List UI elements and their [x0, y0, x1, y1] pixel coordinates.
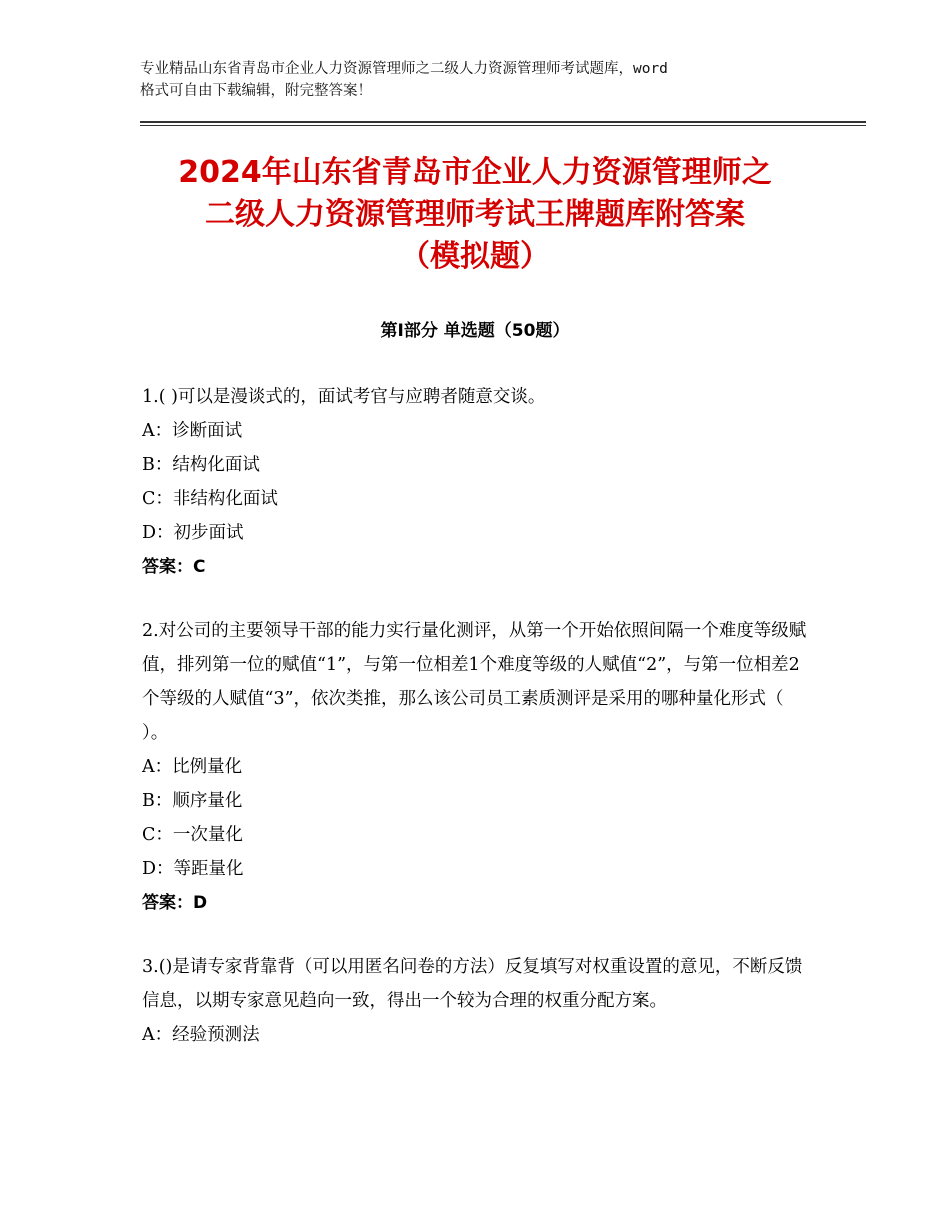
question-stem: 3.()是请专家背靠背（可以用匿名问卷的方法）反复填写对权重设置的意见，不断反馈信息，以期专家意见趋向一致，得出一个较为合理的权重分配方案。	[142, 957, 803, 1011]
question-stem: 1.( )可以是漫谈式的，面试考官与应聘者随意交谈。	[142, 387, 546, 407]
option-a: A：诊断面试	[142, 421, 243, 441]
option-a: A：经验预测法	[142, 1025, 260, 1045]
question-list	[142, 380, 807, 1082]
option-c: C：非结构化面试	[142, 489, 278, 509]
answer-line: 答案：D	[142, 893, 208, 913]
option-d: D：等距量化	[142, 859, 244, 879]
question-2	[142, 614, 807, 920]
header-note: 专业精品山东省青岛市企业人力资源管理师之二级人力资源管理师考试题库，word 格式可自由下载编辑，附完整答案！	[140, 61, 668, 99]
option-d: D：初步面试	[142, 523, 244, 543]
title-line-1: 2024年山东省青岛市企业人力资源管理师之	[178, 155, 772, 190]
section-heading: 第Ⅰ部分 单选题（50题）	[380, 321, 570, 341]
option-b: B：结构化面试	[142, 455, 260, 475]
question-3	[142, 950, 807, 1052]
answer-line: 答案：C	[142, 557, 206, 577]
option-c: C：一次量化	[142, 825, 243, 845]
header-rule-thick	[140, 121, 866, 123]
header-rule-thin	[140, 125, 866, 126]
title-line-2: 二级人力资源管理师考试王牌题库附答案	[205, 197, 745, 232]
question-1	[142, 380, 807, 584]
option-b: B：顺序量化	[142, 791, 243, 811]
question-stem: 2.对公司的主要领导干部的能力实行量化测评，从第一个开始依照间隔一个难度等级赋值，排列第一位的赋值“1”，与第一位相差1个难度等级的人赋值“2”，与第一位相差2个等级的人赋值“3”，依次类推，那么该公司员工素质测评是采用的哪种量化形式（ ）。	[142, 621, 807, 743]
document-title	[95, 152, 855, 278]
title-line-3: （模拟题）	[400, 239, 550, 274]
option-a: A：比例量化	[142, 757, 243, 777]
